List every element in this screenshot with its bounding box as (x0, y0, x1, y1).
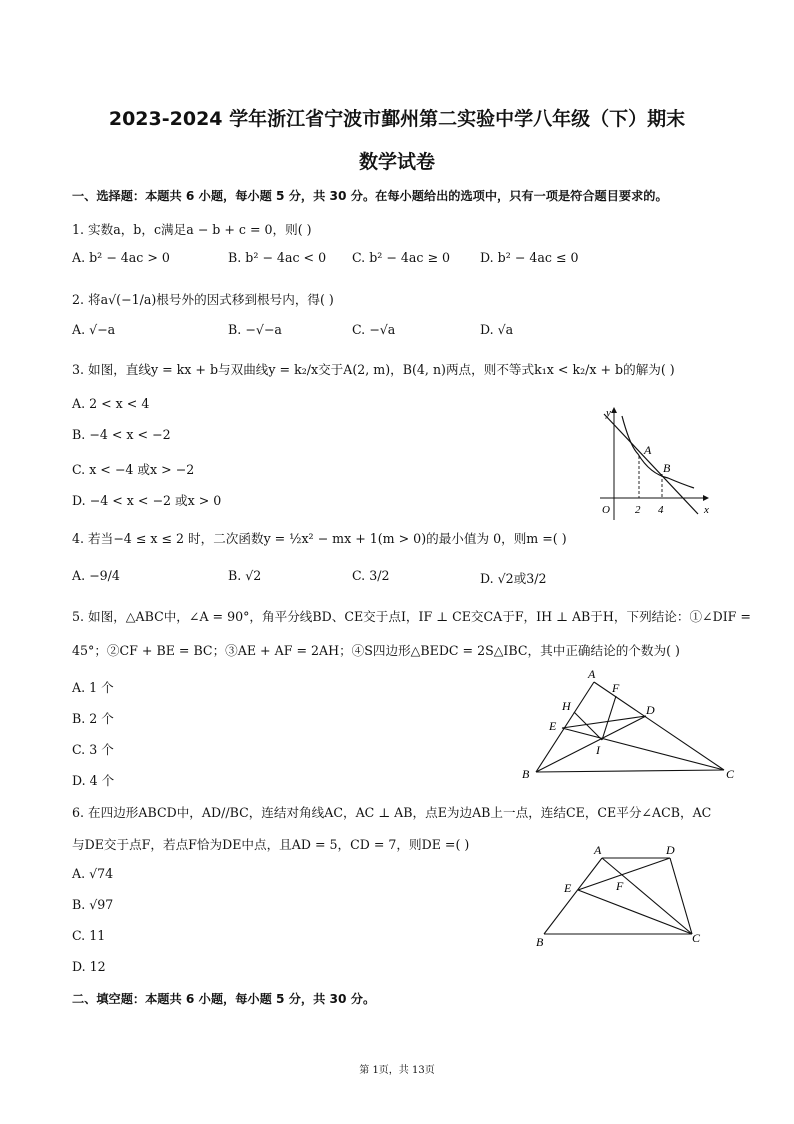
label-point-a: A (644, 443, 652, 457)
q3-option-a: A. 2 < x < 4 (72, 396, 150, 411)
label-c: C (726, 767, 735, 781)
hyperbola-curve (622, 416, 694, 488)
label-y: y (606, 407, 611, 419)
label-point-b: B (663, 461, 671, 475)
page-subtitle: 数学试卷 (358, 151, 435, 173)
q2-option-a: A. √−a (72, 322, 116, 337)
q1-option-a: A. b² − 4ac > 0 (72, 250, 170, 265)
question-3-stem: 3. 如图，直线y = kx + b与双曲线y = k₂/x交于A(2, m)，B(4, n)两点，则不等式k₁x < k₂/x + b的解为( ) (72, 362, 675, 377)
line-kx-b (604, 414, 698, 514)
label-c: C (692, 931, 701, 945)
page-footer: 第 1页，共 13页 (359, 1065, 435, 1076)
label-d: D (646, 703, 655, 717)
q3-option-b: B. −4 < x < −2 (72, 427, 171, 442)
label-i: I (596, 743, 600, 757)
q5-option-c: C. 3 个 (72, 742, 114, 757)
label-f: F (612, 681, 620, 695)
q1-option-b: B. b² − 4ac < 0 (228, 250, 327, 265)
side-ac (594, 682, 724, 770)
q6-option-b: B. √97 (72, 897, 114, 912)
tick-label-4: 4 (658, 504, 664, 516)
segment-de (578, 858, 670, 890)
section-heading-choice: 一、选择题：本题共 6 小题，每小题 5 分，共 30 分。在每小题给出的选项中，只有一项是符合题目要求的。 (72, 189, 668, 203)
figure-q5-triangle (516, 664, 744, 782)
side-ab (536, 682, 594, 772)
label-a: A (594, 843, 602, 857)
q6-option-c: C. 11 (72, 928, 106, 943)
q3-option-d: D. −4 < x < −2 或x > 0 (72, 493, 222, 508)
q4-option-b: B. √2 (228, 568, 262, 583)
bisector-ce (562, 728, 724, 770)
question-5-stem-line1: 5. 如图，△ABC中，∠A = 90°，角平分线BD、CE交于点I，IF ⊥ CE交CA于F，IH ⊥ AB于H，下列结论：①∠DIF = (72, 609, 751, 624)
segment-ce (578, 890, 692, 934)
q5-option-a: A. 1 个 (72, 680, 114, 695)
q5-option-b: B. 2 个 (72, 711, 114, 726)
q4-option-c: C. 3/2 (352, 568, 390, 583)
figure-q3-graph (590, 402, 720, 524)
q4-option-a: A. −9/4 (72, 568, 120, 583)
diagonal-ac (602, 858, 692, 934)
q2-option-b: B. −√−a (228, 322, 282, 337)
label-d: D (666, 843, 675, 857)
q6-option-a: A. √74 (72, 866, 114, 881)
question-5-stem-line2: 45°；②CF + BE = BC；③AE + AF = 2AH；④S四边形△BEDC = 2S△IBC，其中正确结论的个数为( ) (72, 643, 680, 658)
question-6-stem-line1: 6. 在四边形ABCD中，AD//BC，连结对角线AC，AC ⊥ AB，点E为边AB上一点，连结CE，CE平分∠ACB，AC (72, 805, 712, 820)
question-2-stem: 2. 将a√(−1/a)根号外的因式移到根号内，得( ) (72, 292, 334, 307)
label-origin: O (602, 504, 610, 516)
label-b: B (536, 935, 544, 949)
page-title: 2023-2024 学年浙江省宁波市鄞州第二实验中学八年级（下）期末 (108, 108, 686, 130)
label-h: H (562, 699, 571, 713)
segment-if (602, 696, 616, 740)
label-f: F (616, 879, 624, 893)
label-e: E (564, 881, 572, 895)
q1-option-c: C. b² − 4ac ≥ 0 (352, 250, 451, 265)
q1-option-d: D. b² − 4ac ≤ 0 (480, 250, 579, 265)
side-dc (670, 858, 692, 934)
section-heading-fill: 二、填空题：本题共 6 小题，每小题 5 分，共 30 分。 (72, 992, 376, 1006)
q5-option-d: D. 4 个 (72, 773, 115, 788)
tick-label-2: 2 (635, 504, 641, 516)
label-x: x (704, 504, 709, 516)
q6-option-d: D. 12 (72, 959, 106, 974)
question-4-stem: 4. 若当−4 ≤ x ≤ 2 时，二次函数y = ½x² − mx + 1(m > 0)的最小值为 0，则m =( ) (72, 531, 567, 546)
figure-q6-quadrilateral (532, 842, 712, 950)
label-a: A (588, 667, 596, 681)
q2-option-c: C. −√a (352, 322, 396, 337)
question-1-stem: 1. 实数a，b，c满足a − b + c = 0，则( ) (72, 222, 312, 237)
label-e: E (549, 719, 557, 733)
q4-option-d: D. √2或3/2 (480, 571, 547, 586)
label-b: B (522, 767, 530, 781)
q2-option-d: D. √a (480, 322, 514, 337)
side-bc (536, 770, 724, 772)
q3-option-c: C. x < −4 或x > −2 (72, 462, 195, 477)
question-6-stem-line2: 与DE交于点F，若点F恰为DE中点，且AD = 5，CD = 7，则DE =( ) (72, 837, 470, 852)
